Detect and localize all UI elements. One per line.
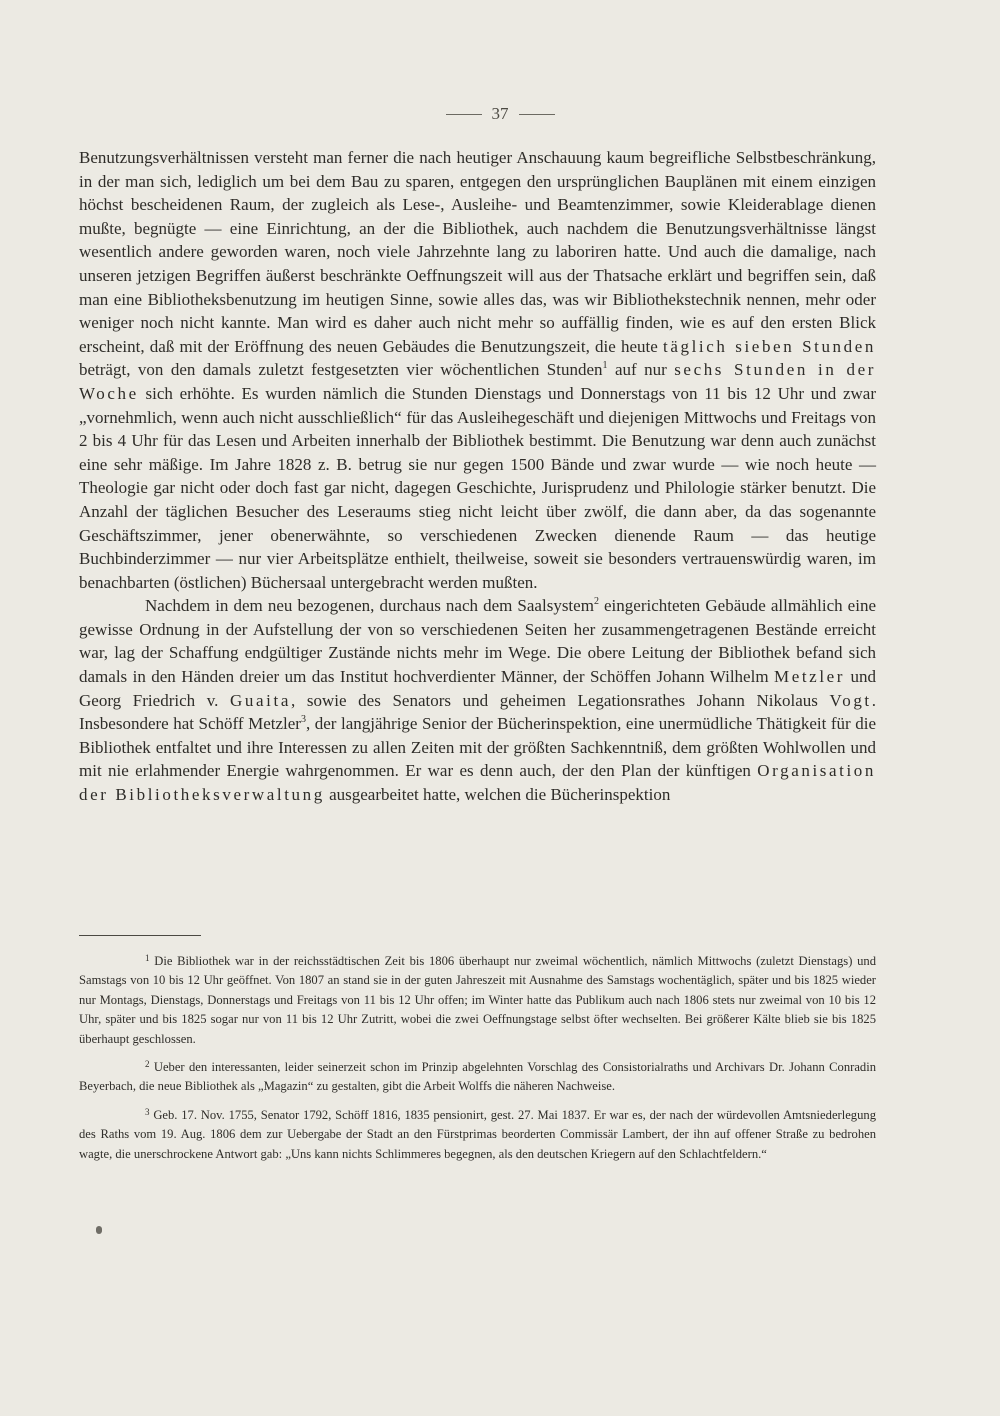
footnote-separator xyxy=(79,935,201,936)
footnote-mark: 2 xyxy=(145,1059,150,1070)
spaced-emphasis: Metzler xyxy=(774,667,846,687)
text-run: beträgt, von den damals zuletzt festgesetzten vier wöchentlichen Stunden xyxy=(79,360,603,380)
paragraph xyxy=(79,146,876,594)
footnote xyxy=(79,1106,876,1164)
text-run: auf nur xyxy=(607,360,675,380)
text-run: Benutzungsverhältnissen versteht man ferner die nach heutiger Anschauung kaum begreifliche Selbstbeschränkung, in der man sich, lediglich um bei dem Bau zu sparen, entgegen den ursprünglichen Bauplänen mit einem einzigen höchst bescheidenen Raum, der zugleich als Lese-, Ausleihe- und Beamtenzimmer, sowie Kleiderablage dienen mußte, begnügte — eine Einrichtung, an der die Bibliothek, auch nachdem die Benutzungsverhältnisse längst wesentlich andere geworden waren, noch viele Jahrzehnte lang zu laboriren hatte. Und auch die damalige, nach unseren jetzigen Begriffen äußerst beschränkte Oeffnungszeit will aus der Thatsache erklärt und begriffen sein, daß man eine Bibliotheksbenutzung im heutigen Sinne, sowie alles das, was wir Bibliothekstechnik nennen, mehr oder weniger noch nicht kannte. Man wird es daher auch nicht mehr so auffällig finden, wie es auf den ersten Blick erscheint, daß mit der Eröffnung des neuen Gebäudes die Benutzungszeit, die heute xyxy=(79,148,876,356)
footnote-text: Geb. 17. Nov. 1755, Senator 1792, Schöff 1816, 1835 pensionirt, gest. 27. Mai 1837. Er war es, der nach der würdevollen Amtsniederlegung des Raths vom 19. Aug. 1806 dem zur Uebergabe der Stadt an den Fürstprimas beorderten Commissär Lambert, der ihn auf offener Straße zu bedrohen wagte, die unerschrockene Antwort gab: „Uns kann nichts Schlimmeres begegnen, als den deutschen Kriegern auf den Schlachtfeldern.“ xyxy=(79,1107,876,1161)
footnote-reference: 3 xyxy=(300,714,306,726)
text-run: sich erhöhte. Es wurden nämlich die Stunden Dienstags und Donnerstags von 11 bis 12 Uhr und zwar „vornehmlich, wenn auch nicht ausschließlich“ für das Ausleihegeschäft und diejenigen Mittwochs und Freitags von 2 bis 4 Uhr für das Lesen und Arbeiten innerhalb der Bibliothek bestimmt. Die Benutzung war denn auch zunächst eine sehr mäßige. Im Jahre 1828 z. B. betrug sie nur gegen 1500 Bände und zwar wurde — wie noch heute — Theologie gar nicht oder doch fast gar nicht, dagegen Geschichte, Jurisprudenz und Philologie stärker benutzt. Die Anzahl der täglichen Besucher des Leseraums stieg nicht leicht über zwölf, die dann aber, da das sogenannte Geschäftszimmer, jener obenerwähnte, so verschiedenen Zwecken dienende Raum — das heutige Buchbinderzimmer — nur vier Arbeitsplätze enthielt, theilweise, soweit sie besonders vertrauenswürdig waren, im benachbarten (östlichen) Büchersaal untergebracht werden mußten. xyxy=(79,383,876,592)
page-number-left-dash xyxy=(446,114,482,115)
footnotes xyxy=(79,952,876,1173)
page-number-right-dash xyxy=(519,114,555,115)
footnote-mark: 1 xyxy=(145,953,150,963)
page-number xyxy=(0,104,1000,124)
text-run: eingerichteten Gebäude allmählich eine gewisse Ordnung in der Aufstellung der von so verschiedenen Seiten her zusammengetragenen Bestände erreicht war, lag der Schaffung endgültiger Zustände nichts mehr im Wege. Die obere Leitung der Bibliothek befand sich damals in den Händen dreier um das Institut hochverdienter Männer, der Schöffen Johann Wilhelm xyxy=(79,596,876,687)
spaced-emphasis: Organisation der Bibliotheksverwaltung xyxy=(79,761,876,805)
spaced-emphasis: Vogt xyxy=(829,690,872,710)
footnote-text: Die Bibliothek war in der reichsstädtischen Zeit bis 1806 überhaupt nur zweimal wöchentlich, nämlich Mittwochs (zuletzt Dienstags) und Samstags von 10 bis 12 Uhr geöffnet. Von 1807 an stand sie in der guten Jahreszeit mit Ausnahme des Samstags wochentäglich, später und bis 1825 wieder nur Montags, Dienstags, Donnerstags und Freitags von 11 bis 12 Uhr offen; im Winter hatte das Publikum auch nach 1806 stets nur zweimal von 10 bis 12 Uhr, später und bis 1825 sogar nur von 11 bis 12 Uhr Zutritt, wobei die zwei Oeffnungstage selbst öfter wechselten. Bei größerer Kälte blieb sie bis 1825 überhaupt geschlossen. xyxy=(79,954,876,1046)
spaced-emphasis: Guaita xyxy=(230,690,291,710)
spaced-emphasis: täglich sieben Stunden xyxy=(663,336,876,356)
footnote xyxy=(79,1058,876,1097)
text-run: Nachdem in dem neu bezogenen, durchaus nach dem Saalsystem xyxy=(145,596,594,616)
page-number-text: 37 xyxy=(491,104,509,123)
ink-speck xyxy=(96,1226,102,1234)
footnote xyxy=(79,952,876,1049)
footnote-mark: 3 xyxy=(145,1106,150,1117)
text-run: und Georg Friedrich v. xyxy=(79,667,877,710)
text-run: , der langjährige Senior der Bücherinspektion, eine unermüdliche Thätigkeit für die Bibliothek entfaltet und ihre Interessen zu allen Zeiten mit der größten Sachkenntniß, dem größten Wohlwollen und mit nie erlahmender Energie wahrgenommen. Er war es denn auch, der den Plan der künftigen xyxy=(79,714,876,781)
text-run: ausgearbeitet hatte, welchen die Bücherinspektion xyxy=(324,785,671,805)
footnote-reference: 1 xyxy=(602,360,608,372)
body-text xyxy=(79,146,876,807)
footnote-text: Ueber den interessanten, leider seinerzeit schon im Prinzip abgelehnten Vorschlag des Consistorialraths und Archivars Dr. Johann Conradin Beyerbach, die neue Bibliothek als „Magazin“ zu gestalten, gibt die Arbeit Wolffs die näheren Nachweise. xyxy=(79,1060,876,1094)
footnote-reference: 2 xyxy=(593,596,599,608)
text-run: . Insbesondere hat Schöff Metzler xyxy=(79,690,877,734)
spaced-emphasis: sechs Stunden in der Woche xyxy=(79,360,876,403)
text-run: , sowie des Senators und geheimen Legationsrathes Johann Nikolaus xyxy=(290,690,830,710)
paragraph xyxy=(79,594,876,806)
